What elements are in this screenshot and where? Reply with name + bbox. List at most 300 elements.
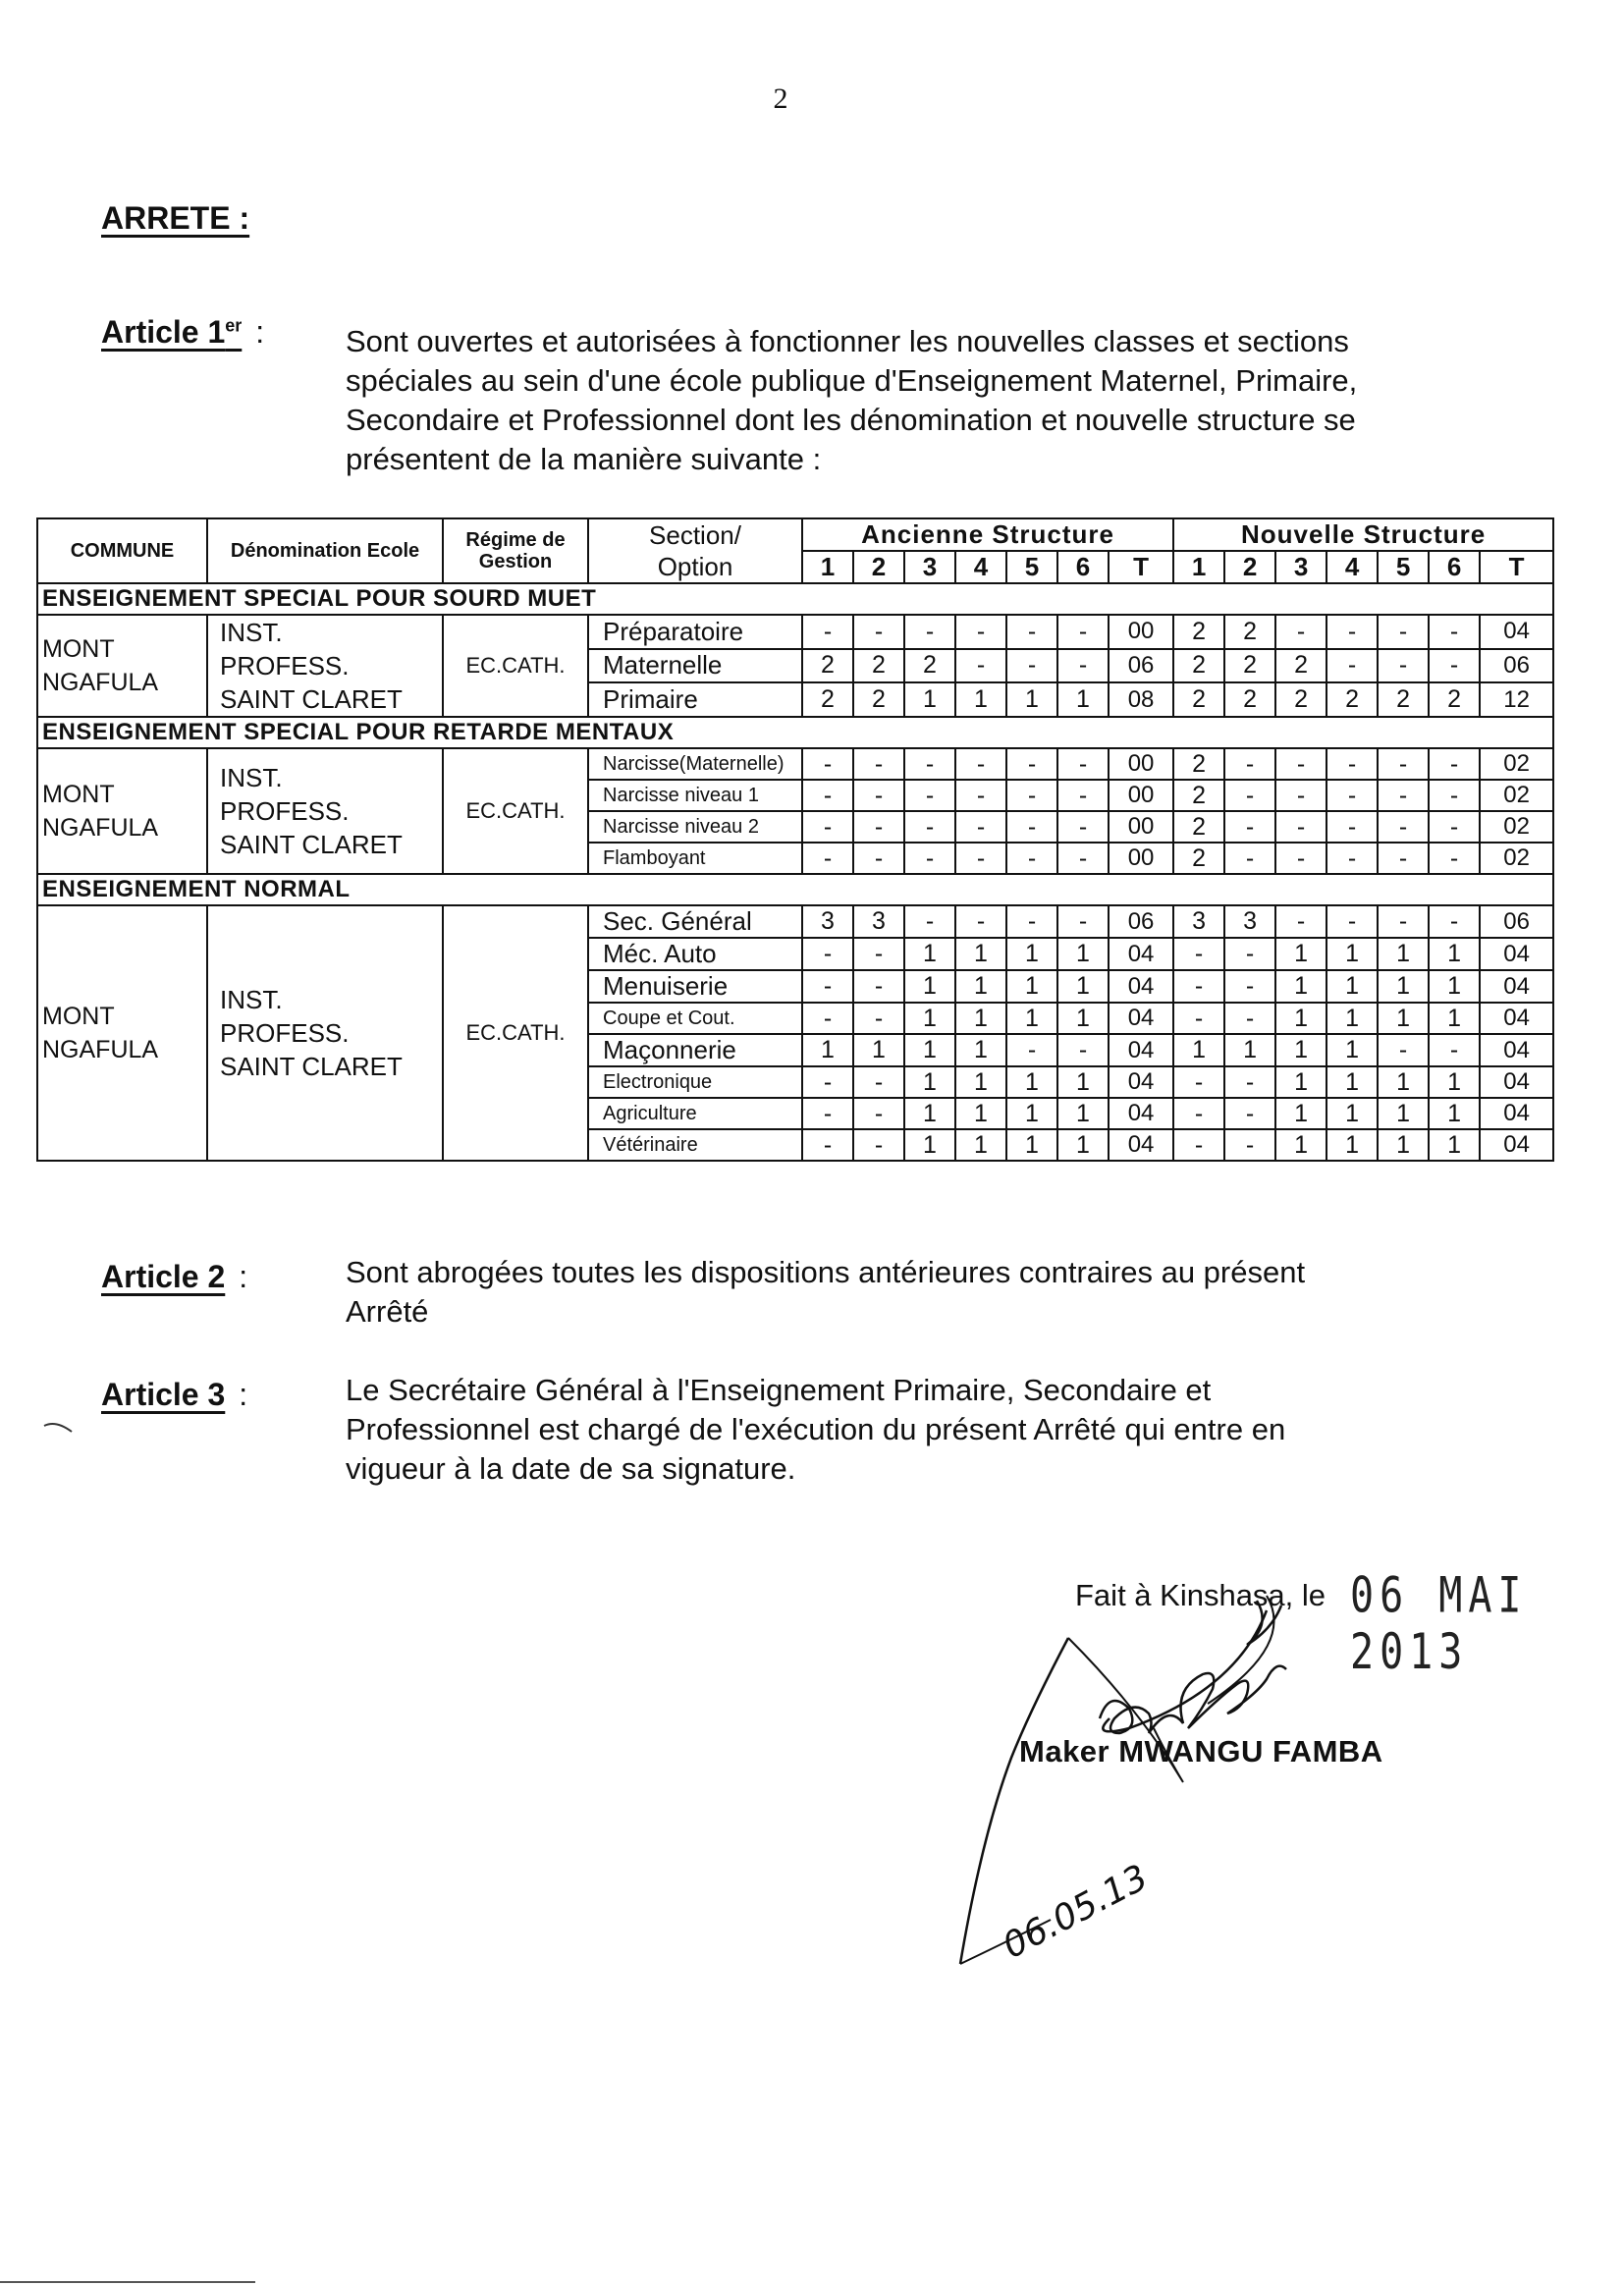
- class-count-cell-new: -: [1275, 780, 1326, 811]
- commune-line: NGAFULA: [42, 669, 159, 696]
- class-count-cell-old: -: [853, 1129, 904, 1161]
- commune-line: NGAFULA: [42, 814, 159, 842]
- article-2-text: [346, 1253, 1465, 1332]
- total-cell-new: 04: [1480, 1034, 1553, 1066]
- article-3-label: [101, 1377, 247, 1413]
- section-title-row: [37, 874, 1553, 905]
- total-cell-new: 06: [1480, 649, 1553, 683]
- class-count-cell-new: -: [1378, 780, 1429, 811]
- class-count-cell-new: 1: [1275, 970, 1326, 1003]
- section-title: ENSEIGNEMENT SPECIAL POUR RETARDE MENTAUX: [37, 717, 1553, 748]
- school-cell: [207, 905, 443, 1161]
- class-count-cell-new: 2: [1275, 682, 1326, 717]
- header-col-nouvelle: 2: [1224, 551, 1275, 583]
- header-col-nouvelle: 5: [1378, 551, 1429, 583]
- class-count-cell-new: 2: [1173, 649, 1224, 683]
- total-cell-new: 04: [1480, 1098, 1553, 1129]
- class-count-cell-old: -: [802, 843, 853, 874]
- class-count-cell-new: -: [1224, 1066, 1275, 1098]
- class-count-cell-new: 1: [1326, 1066, 1378, 1098]
- class-count-cell-new: 1: [1326, 970, 1378, 1003]
- section-title: ENSEIGNEMENT NORMAL: [37, 874, 1553, 905]
- class-count-cell-old: 1: [802, 1034, 853, 1066]
- class-count-cell-old: 1: [904, 1034, 955, 1066]
- total-cell-old: 04: [1109, 970, 1173, 1003]
- class-count-cell-old: 1: [904, 1003, 955, 1034]
- class-count-cell-old: -: [802, 1066, 853, 1098]
- class-count-cell-new: -: [1275, 748, 1326, 780]
- option-cell: Maçonnerie: [588, 1034, 802, 1066]
- article-2-line: Sont abrogées toutes les dispositions antérieures contraires au présent: [346, 1255, 1306, 1289]
- class-count-cell-old: 1: [1006, 1098, 1057, 1129]
- class-count-cell-new: 1: [1275, 1066, 1326, 1098]
- class-count-cell-new: -: [1326, 905, 1378, 938]
- header-col-nouvelle: 6: [1429, 551, 1480, 583]
- signature-stroke: [1208, 1596, 1274, 1704]
- class-count-cell-new: 2: [1173, 780, 1224, 811]
- header-col-ancienne: 6: [1057, 551, 1109, 583]
- header-section-line: Option: [657, 552, 733, 581]
- class-count-cell-old: -: [904, 811, 955, 843]
- class-count-cell-old: -: [853, 811, 904, 843]
- class-count-cell-old: -: [904, 780, 955, 811]
- class-count-cell-new: 1: [1429, 1098, 1480, 1129]
- total-cell-old: 06: [1109, 905, 1173, 938]
- margin-mark: [0, 1414, 79, 1443]
- margin-mark-stroke: [44, 1424, 72, 1432]
- class-count-cell-new: 2: [1224, 649, 1275, 683]
- class-count-cell-old: 1: [904, 682, 955, 717]
- total-cell-new: 02: [1480, 843, 1553, 874]
- class-count-cell-old: 1: [1057, 1003, 1109, 1034]
- school-line: PROFESS.: [220, 796, 350, 826]
- class-count-cell-old: -: [1057, 748, 1109, 780]
- article-3-text: [346, 1371, 1465, 1489]
- class-count-cell-old: 1: [955, 1098, 1006, 1129]
- article-1-label: [101, 314, 264, 351]
- school-line: INST.: [220, 763, 283, 792]
- class-count-cell-old: 1: [1006, 682, 1057, 717]
- class-count-cell-old: -: [1006, 649, 1057, 683]
- class-count-cell-old: -: [1006, 811, 1057, 843]
- place-and-date-label: Fait à Kinshasa, le: [1075, 1578, 1326, 1612]
- header-section-line: Section/: [649, 520, 741, 550]
- total-cell-old: 00: [1109, 748, 1173, 780]
- header-col-ancienne: 1: [802, 551, 853, 583]
- class-count-cell-new: -: [1378, 748, 1429, 780]
- total-cell-old: 00: [1109, 811, 1173, 843]
- option-cell: Primaire: [588, 682, 802, 717]
- total-cell-old: 08: [1109, 682, 1173, 717]
- commune-line: NGAFULA: [42, 1036, 159, 1063]
- total-cell-new: 02: [1480, 811, 1553, 843]
- class-count-cell-old: -: [853, 748, 904, 780]
- total-cell-old: 04: [1109, 1003, 1173, 1034]
- handwritten-signature: [943, 1571, 1620, 2023]
- total-cell-old: 04: [1109, 1034, 1173, 1066]
- class-count-cell-new: -: [1224, 843, 1275, 874]
- class-count-cell-old: 1: [1057, 682, 1109, 717]
- class-count-cell-old: 1: [1057, 938, 1109, 970]
- school-line: INST.: [220, 618, 283, 647]
- class-count-cell-old: -: [802, 1003, 853, 1034]
- class-count-cell-new: -: [1224, 780, 1275, 811]
- class-count-cell-old: 1: [1006, 938, 1057, 970]
- class-count-cell-old: -: [802, 1098, 853, 1129]
- class-count-cell-old: 1: [1006, 1129, 1057, 1161]
- class-count-cell-new: 1: [1378, 938, 1429, 970]
- class-count-cell-old: 1: [955, 970, 1006, 1003]
- class-count-cell-new: 1: [1326, 1003, 1378, 1034]
- class-count-cell-new: -: [1429, 1034, 1480, 1066]
- class-count-cell-old: -: [853, 843, 904, 874]
- regime-cell: EC.CATH.: [443, 905, 588, 1161]
- article-1-line: spéciales au sein d'une école publique d'Enseignement Maternel, Primaire,: [346, 363, 1358, 398]
- class-count-cell-old: 2: [853, 649, 904, 683]
- class-count-cell-old: -: [1006, 905, 1057, 938]
- article-1-text: [346, 322, 1465, 479]
- class-count-cell-new: -: [1275, 843, 1326, 874]
- class-count-cell-old: -: [955, 843, 1006, 874]
- class-count-cell-new: -: [1326, 649, 1378, 683]
- commune-cell: [37, 748, 207, 874]
- class-count-cell-new: 1: [1275, 1034, 1326, 1066]
- class-count-cell-new: 3: [1224, 905, 1275, 938]
- class-count-cell-new: -: [1326, 780, 1378, 811]
- option-cell: Flamboyant: [588, 843, 802, 874]
- commune-line: MONT: [42, 1003, 115, 1030]
- class-count-cell-old: 1: [1057, 1066, 1109, 1098]
- class-count-cell-new: 1: [1378, 1098, 1429, 1129]
- class-count-cell-old: 1: [955, 1129, 1006, 1161]
- class-count-cell-old: -: [853, 1066, 904, 1098]
- class-count-cell-old: 1: [904, 1098, 955, 1129]
- option-cell: Méc. Auto: [588, 938, 802, 970]
- article-3-line: Professionnel est chargé de l'exécution du présent Arrêté qui entre en: [346, 1412, 1286, 1446]
- total-cell-old: 04: [1109, 938, 1173, 970]
- class-count-cell-new: 2: [1224, 615, 1275, 649]
- header-col-ancienne: T: [1109, 551, 1173, 583]
- header-nouvelle-structure: Nouvelle Structure: [1173, 518, 1553, 551]
- class-count-cell-new: -: [1224, 938, 1275, 970]
- class-count-cell-new: -: [1173, 1066, 1224, 1098]
- scan-edge-line: [0, 2278, 295, 2286]
- class-count-cell-new: 1: [1378, 1003, 1429, 1034]
- total-cell-new: 04: [1480, 970, 1553, 1003]
- class-count-cell-new: -: [1173, 1098, 1224, 1129]
- class-count-cell-old: 1: [955, 1003, 1006, 1034]
- total-cell-new: 02: [1480, 748, 1553, 780]
- total-cell-new: 12: [1480, 682, 1553, 717]
- header-regime: [443, 518, 588, 583]
- class-count-cell-old: -: [1057, 615, 1109, 649]
- class-count-cell-new: -: [1326, 811, 1378, 843]
- class-count-cell-new: 1: [1275, 1003, 1326, 1034]
- header-col-nouvelle: 3: [1275, 551, 1326, 583]
- class-count-cell-new: 1: [1429, 1066, 1480, 1098]
- header-regime-line: Gestion: [478, 551, 553, 572]
- class-count-cell-old: 1: [1057, 1098, 1109, 1129]
- header-col-nouvelle: T: [1480, 551, 1553, 583]
- school-line: SAINT CLARET: [220, 1052, 403, 1081]
- table-row: [37, 748, 1553, 780]
- class-count-cell-old: 3: [802, 905, 853, 938]
- class-count-cell-new: -: [1429, 811, 1480, 843]
- total-cell-old: 00: [1109, 780, 1173, 811]
- article-1-line: Secondaire et Professionnel dont les dénomination et nouvelle structure se: [346, 403, 1356, 437]
- class-count-cell-new: -: [1224, 748, 1275, 780]
- class-count-cell-new: -: [1275, 905, 1326, 938]
- class-count-cell-new: 1: [1429, 938, 1480, 970]
- section-title: ENSEIGNEMENT SPECIAL POUR SOURD MUET: [37, 583, 1553, 615]
- article-1-line: Sont ouvertes et autorisées à fonctionner les nouvelles classes et sections: [346, 324, 1349, 358]
- option-cell: Narcisse(Maternelle): [588, 748, 802, 780]
- class-count-cell-old: 1: [955, 682, 1006, 717]
- signature-scribble: [1100, 1666, 1286, 1733]
- article-2-title: Article 2: [101, 1259, 226, 1294]
- class-count-cell-new: -: [1378, 843, 1429, 874]
- class-count-cell-new: -: [1429, 748, 1480, 780]
- class-count-cell-old: 1: [955, 1066, 1006, 1098]
- class-count-cell-new: 1: [1378, 1066, 1429, 1098]
- class-count-cell-new: 1: [1326, 1034, 1378, 1066]
- class-count-cell-old: -: [1006, 843, 1057, 874]
- class-count-cell-old: -: [853, 780, 904, 811]
- article-1-sup: er: [225, 315, 243, 336]
- total-cell-new: 06: [1480, 905, 1553, 938]
- class-count-cell-old: -: [955, 748, 1006, 780]
- article-3-line: Le Secrétaire Général à l'Enseignement Primaire, Secondaire et: [346, 1373, 1212, 1407]
- class-count-cell-old: 1: [1006, 1066, 1057, 1098]
- class-count-cell-new: -: [1326, 843, 1378, 874]
- class-count-cell-old: -: [904, 905, 955, 938]
- option-cell: Maternelle: [588, 649, 802, 683]
- handwritten-date: 06.05.13: [996, 1857, 1155, 1967]
- class-count-cell-old: -: [904, 615, 955, 649]
- article-1-title: Article 1: [101, 314, 226, 350]
- total-cell-new: 04: [1480, 1003, 1553, 1034]
- class-count-cell-new: 1: [1378, 1129, 1429, 1161]
- table-header: [37, 518, 1553, 583]
- class-count-cell-new: -: [1173, 1003, 1224, 1034]
- class-count-cell-new: 1: [1429, 1129, 1480, 1161]
- class-count-cell-new: 1: [1326, 1098, 1378, 1129]
- class-count-cell-old: -: [802, 748, 853, 780]
- class-count-cell-new: 2: [1224, 682, 1275, 717]
- class-count-cell-new: 1: [1173, 1034, 1224, 1066]
- class-count-cell-new: 2: [1173, 615, 1224, 649]
- class-count-cell-old: -: [802, 780, 853, 811]
- decree-heading: ARRETE :: [101, 200, 250, 236]
- class-count-cell-new: 1: [1275, 938, 1326, 970]
- class-count-cell-new: 1: [1429, 970, 1480, 1003]
- article-1-colon: :: [255, 314, 265, 350]
- class-count-cell-old: 1: [904, 1066, 955, 1098]
- class-count-cell-old: -: [853, 1003, 904, 1034]
- class-count-cell-old: -: [1057, 1034, 1109, 1066]
- class-count-cell-new: 3: [1173, 905, 1224, 938]
- school-cell: [207, 748, 443, 874]
- class-count-cell-new: -: [1224, 1098, 1275, 1129]
- class-count-cell-old: -: [802, 615, 853, 649]
- class-count-cell-old: 1: [955, 1034, 1006, 1066]
- class-count-cell-old: -: [1057, 843, 1109, 874]
- signature-stroke: [1103, 1610, 1267, 1731]
- page-number: 2: [773, 82, 788, 115]
- class-count-cell-old: -: [802, 1129, 853, 1161]
- class-count-cell-old: -: [955, 811, 1006, 843]
- class-count-cell-new: -: [1173, 970, 1224, 1003]
- header-col-ancienne: 2: [853, 551, 904, 583]
- section-title-row: [37, 583, 1553, 615]
- class-count-cell-old: 3: [853, 905, 904, 938]
- school-line: PROFESS.: [220, 1018, 350, 1048]
- class-count-cell-new: 2: [1275, 649, 1326, 683]
- table-row: [37, 615, 1553, 649]
- class-count-cell-old: 1: [955, 938, 1006, 970]
- option-cell: Agriculture: [588, 1098, 802, 1129]
- table-row: [37, 905, 1553, 938]
- class-count-cell-old: -: [1006, 780, 1057, 811]
- header-col-nouvelle: 4: [1326, 551, 1378, 583]
- class-count-cell-old: 2: [853, 682, 904, 717]
- class-count-cell-old: -: [853, 970, 904, 1003]
- header-ancienne-structure: Ancienne Structure: [802, 518, 1173, 551]
- total-cell-new: 04: [1480, 1066, 1553, 1098]
- total-cell-old: 04: [1109, 1066, 1173, 1098]
- commune-line: MONT: [42, 635, 115, 663]
- article-3-title: Article 3: [101, 1377, 226, 1412]
- class-count-cell-old: 1: [1006, 970, 1057, 1003]
- class-count-cell-new: -: [1429, 905, 1480, 938]
- class-count-cell-old: -: [955, 615, 1006, 649]
- class-count-cell-old: 1: [904, 1129, 955, 1161]
- class-count-cell-old: 2: [802, 682, 853, 717]
- class-count-cell-old: -: [853, 938, 904, 970]
- class-count-cell-new: -: [1378, 1034, 1429, 1066]
- class-count-cell-old: -: [1057, 780, 1109, 811]
- class-count-cell-new: 1: [1224, 1034, 1275, 1066]
- class-count-cell-old: -: [853, 615, 904, 649]
- structure-table: [36, 517, 1554, 1162]
- commune-line: MONT: [42, 781, 115, 808]
- class-count-cell-old: -: [853, 1098, 904, 1129]
- total-cell-old: 06: [1109, 649, 1173, 683]
- option-cell: Narcisse niveau 2: [588, 811, 802, 843]
- class-count-cell-new: -: [1173, 938, 1224, 970]
- header-section: [588, 518, 802, 583]
- class-count-cell-new: -: [1378, 649, 1429, 683]
- header-col-ancienne: 4: [955, 551, 1006, 583]
- class-count-cell-new: 2: [1378, 682, 1429, 717]
- class-count-cell-new: -: [1275, 615, 1326, 649]
- class-count-cell-old: -: [1006, 748, 1057, 780]
- class-count-cell-new: 1: [1275, 1129, 1326, 1161]
- class-count-cell-old: -: [1006, 1034, 1057, 1066]
- option-cell: Préparatoire: [588, 615, 802, 649]
- class-count-cell-old: -: [802, 970, 853, 1003]
- class-count-cell-old: -: [904, 748, 955, 780]
- class-count-cell-new: -: [1224, 811, 1275, 843]
- class-count-cell-new: -: [1378, 615, 1429, 649]
- school-line: PROFESS.: [220, 651, 350, 680]
- class-count-cell-old: -: [955, 780, 1006, 811]
- class-count-cell-old: -: [955, 905, 1006, 938]
- table-body: [37, 583, 1553, 1161]
- class-count-cell-old: 2: [904, 649, 955, 683]
- total-cell-old: 04: [1109, 1098, 1173, 1129]
- class-count-cell-new: 1: [1429, 1003, 1480, 1034]
- option-cell: Narcisse niveau 1: [588, 780, 802, 811]
- class-count-cell-old: 1: [1006, 1003, 1057, 1034]
- class-count-cell-old: -: [904, 843, 955, 874]
- header-regime-line: Régime de: [465, 529, 566, 551]
- class-count-cell-new: -: [1429, 649, 1480, 683]
- school-cell: [207, 615, 443, 717]
- class-count-cell-new: 1: [1326, 1129, 1378, 1161]
- class-count-cell-old: 1: [1057, 1129, 1109, 1161]
- class-count-cell-new: 2: [1173, 682, 1224, 717]
- total-cell-old: 04: [1109, 1129, 1173, 1161]
- option-cell: Vétérinaire: [588, 1129, 802, 1161]
- class-count-cell-old: -: [955, 649, 1006, 683]
- class-count-cell-new: -: [1429, 780, 1480, 811]
- regime-cell: EC.CATH.: [443, 748, 588, 874]
- commune-cell: [37, 905, 207, 1161]
- class-count-cell-new: -: [1224, 1003, 1275, 1034]
- article-2-line: Arrêté: [346, 1294, 429, 1329]
- class-count-cell-old: -: [1057, 905, 1109, 938]
- class-count-cell-new: -: [1173, 1129, 1224, 1161]
- class-count-cell-new: 2: [1173, 748, 1224, 780]
- class-count-cell-new: -: [1275, 811, 1326, 843]
- section-title-row: [37, 717, 1553, 748]
- class-count-cell-new: -: [1429, 843, 1480, 874]
- class-count-cell-new: -: [1326, 748, 1378, 780]
- class-count-cell-new: -: [1378, 905, 1429, 938]
- school-line: SAINT CLARET: [220, 830, 403, 859]
- article-3-line: vigueur à la date de sa signature.: [346, 1451, 796, 1486]
- date-stamp: 06 MAI 2013: [1350, 1567, 1528, 1681]
- signer-name: Maker MWANGU FAMBA: [1019, 1734, 1383, 1769]
- option-cell: Sec. Général: [588, 905, 802, 938]
- option-cell: Electronique: [588, 1066, 802, 1098]
- header-col-nouvelle: 1: [1173, 551, 1224, 583]
- class-count-cell-old: 1: [904, 938, 955, 970]
- class-count-cell-new: 2: [1173, 843, 1224, 874]
- article-2-colon: :: [239, 1259, 248, 1294]
- article-1-line: présentent de la manière suivante :: [346, 442, 822, 476]
- class-count-cell-old: -: [1057, 811, 1109, 843]
- class-count-cell-old: -: [1057, 649, 1109, 683]
- class-count-cell-old: 1: [853, 1034, 904, 1066]
- class-count-cell-new: -: [1326, 615, 1378, 649]
- commune-cell: [37, 615, 207, 717]
- total-cell-new: 04: [1480, 938, 1553, 970]
- class-count-cell-new: -: [1378, 811, 1429, 843]
- class-count-cell-new: -: [1224, 970, 1275, 1003]
- header-commune: COMMUNE: [37, 518, 207, 583]
- class-count-cell-new: 1: [1326, 938, 1378, 970]
- article-2-label: [101, 1259, 247, 1295]
- total-cell-new: 04: [1480, 1129, 1553, 1161]
- header-col-ancienne: 3: [904, 551, 955, 583]
- school-line: INST.: [220, 985, 283, 1014]
- header-denomination: Dénomination Ecole: [207, 518, 443, 583]
- class-count-cell-old: -: [802, 938, 853, 970]
- class-count-cell-new: -: [1224, 1129, 1275, 1161]
- class-count-cell-new: 2: [1326, 682, 1378, 717]
